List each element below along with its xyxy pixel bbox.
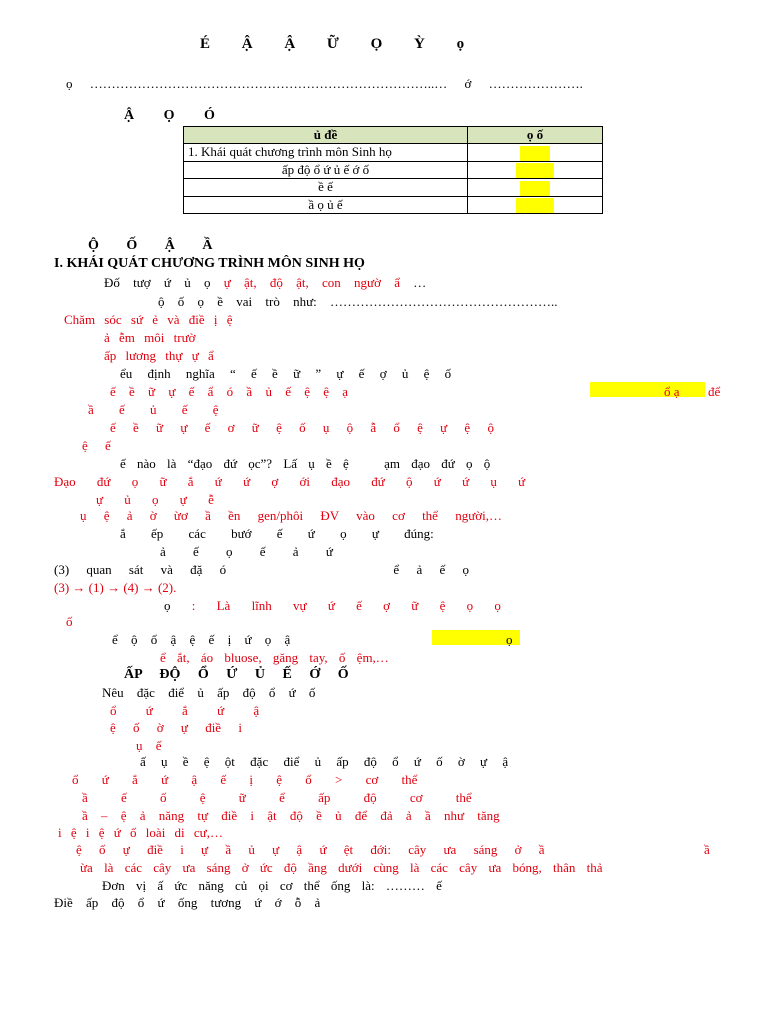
text-line: [164, 598, 501, 614]
text-line: ể ắt, áo bluose, găng tay, ố ệm,…: [160, 650, 389, 665]
score-highlight: [516, 163, 554, 178]
table-row: [184, 161, 603, 179]
section-heading: Ộ Ố Ậ Ầ: [88, 238, 213, 253]
text-span: ộ ố ọ ề: [158, 294, 224, 309]
text-line: ổ ạ: [664, 384, 680, 399]
text-line: ế ề ữ ự ế ẩ ó ầ ủ ế ệ ệ ạ: [110, 384, 349, 399]
text-line: ầ ế ủ ế ệ: [88, 402, 219, 417]
table-cell-topic: 1. Khái quát chương trình môn Sinh họ: [184, 144, 468, 162]
text-line: ấ ụ ề ệ ột đặc điể ủ ấp độ ổ ứ ố ờ ự ậ: [140, 754, 509, 769]
text-line: Chăm sóc sứ ẻ và điề ị ệ: [64, 312, 233, 327]
table-header-topic: ủ đề: [184, 127, 468, 144]
text-line: Đơn vị ấ ức năng củ ọi cơ thể ống là: ……… ế: [102, 878, 442, 893]
text-line: ấp lương thự ự ẩ: [104, 348, 214, 363]
text-line: [158, 294, 558, 310]
text-span: ạm đạo đứ ọ ộ: [384, 456, 491, 471]
text-line: [54, 562, 469, 578]
table-cell-topic: ầ ọ ủ ế: [184, 196, 468, 214]
section-heading-2: ẤP ĐỘ Ổ Ứ Ủ Ế Ớ Ố: [124, 667, 349, 682]
text-line: ệ ố ờ ự điề i: [110, 720, 242, 735]
table-row: [184, 196, 603, 214]
table-cell-topic: ề ế: [184, 179, 468, 197]
text-line: ổ ứ ắ ứ ậ ế ị ệ ổ > cơ thể: [72, 772, 418, 787]
text-line: để: [708, 384, 721, 399]
text-line: ế ề ữ ự ế ơ ữ ệ ố ụ ộ ẫ ổ ệ ự ệ ộ: [110, 420, 494, 435]
text-line: Điề ấp độ ổ ứ ống tương ứ ớ ỗ ả: [54, 895, 321, 910]
text-line: ự ủ ọ ự ễ: [96, 492, 214, 507]
text-line: [104, 275, 426, 291]
text-line: (3) → (1) → (4) → (2).: [54, 580, 177, 595]
table-cell-topic: ấp độ ổ ứ ủ ế ớ ố: [184, 161, 468, 179]
text-line: ểu định nghĩa “ ế ề ữ ” ự ế ợ ủ ệ ố: [120, 366, 452, 381]
text-span: ể ả ế ọ: [393, 562, 469, 577]
text-span-red: ự ật, độ ật, con ngườ ẩ: [223, 275, 400, 290]
table-row: [184, 144, 603, 162]
table-row: [184, 179, 603, 197]
text-span: ọ: [164, 598, 171, 613]
table-cell-score: [468, 161, 603, 179]
text-line: ừa là các cây ưa sáng ở ức độ ầng dưới cùng là các cây ưa bóng, thân thả: [80, 860, 603, 875]
text-line: ệ ố ự điề i ự ầ ủ ự ậ ứ ệt đới: cây ưa sáng ở ầ: [76, 842, 545, 857]
text-line: ố: [66, 614, 73, 629]
section-heading-1: I. KHÁI QUÁT CHƯƠNG TRÌNH MÔN SINH HỌ: [54, 256, 365, 271]
student-info-line: ọ ……………………………………………………………………..… ớ ………………….: [66, 76, 583, 91]
score-highlight: [520, 146, 550, 161]
text-line: ầ: [704, 842, 710, 857]
text-line: ổ ứ ắ ứ ậ: [110, 703, 260, 718]
table-cell-score: [468, 144, 603, 162]
text-line: ọ: [506, 632, 513, 647]
text-line: ả ễm môi trườ: [104, 330, 196, 345]
text-line: ầ ế ố ệ ữ ể ấp độ cơ thể: [82, 790, 472, 805]
text-line: i ệ i ệ ứ ố loài di cư,…: [58, 825, 223, 840]
outline-table: [183, 126, 603, 214]
highlight-box: [590, 382, 705, 397]
text-line: ụ ệ ả ờ ừơ ầ ền gen/phôi ĐV vào cơ thể người,…: [80, 508, 502, 523]
text-span: Đố tượ ứ ủ ọ: [104, 275, 211, 290]
section-label: Ậ Ọ Ó: [124, 108, 215, 123]
text-line: ể ộ ố ậ ệ ế ị ứ ọ ậ: [112, 632, 291, 647]
text-line: ầ – ệ ả năng tự điề i ật độ ề ủ để đả ả ầ như tăng: [82, 808, 500, 823]
text-span: ế nào là “đạo đứ ọc”? Lấ ụ ề ệ: [120, 456, 349, 471]
text-line: [120, 456, 490, 472]
text-line: ắ ếp các bướ ế ứ ọ ự đúng:: [120, 526, 434, 541]
text-line: ả ế ọ ế ả ứ: [160, 544, 333, 559]
text-span-red: : Là lĩnh vự ứ ế ợ ữ ệ ọ ọ: [191, 598, 501, 613]
score-highlight: [520, 181, 550, 196]
score-highlight: [516, 198, 554, 213]
text-line: ụ ế: [136, 738, 162, 753]
text-line: Đạo đứ ọ ữ ắ ứ ứ ợ ới đạo đứ ộ ứ ứ ụ ứ: [54, 474, 526, 489]
table-header-row: [184, 127, 603, 144]
table-header-score: ọ ố: [468, 127, 603, 144]
table-cell-score: [468, 179, 603, 197]
text-line: ệ ế: [82, 438, 111, 453]
table-cell-score: [468, 196, 603, 214]
page-title: É Ậ Ậ Ữ Ọ Ỳ ọ: [200, 36, 465, 52]
text-span: (3) quan sát và đặ ó: [54, 562, 227, 577]
text-span: vai trò như: ……………………………………………..: [236, 294, 558, 309]
text-span: …: [413, 275, 427, 290]
text-line: Nêu đặc điể ủ ấp độ ổ ứ ố: [102, 685, 316, 700]
